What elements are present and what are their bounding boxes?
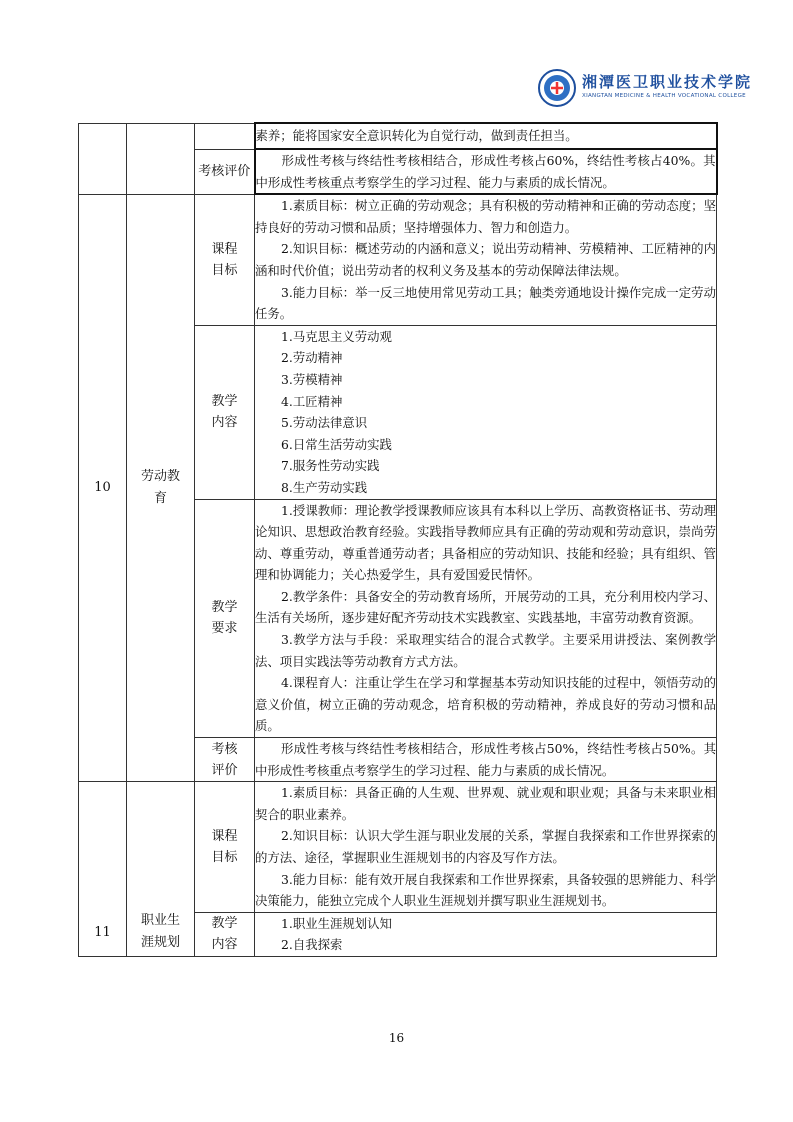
course10-content-item: 5.劳动法律意识 bbox=[281, 415, 368, 431]
carry-over-assessment-label: 考核评价 bbox=[195, 149, 255, 194]
course10-goal-item: 2.知识目标：概述劳动的内涵和意义；说出劳动精神、劳模精神、工匠精神的内涵和时代价值；说出劳动者的权利义务及基本的劳动保障法律法规。 bbox=[255, 241, 716, 278]
course11-name: 职业生涯规划 bbox=[127, 782, 195, 957]
course10-content-item: 8.生产劳动实践 bbox=[281, 479, 368, 495]
course10-goals-label: 课程目标 bbox=[195, 194, 255, 325]
course10-assessment-text: 形成性考核与终结性考核相结合，形成性考核占50%，终结性考核占50%。其中形成性考核重点考察学生的学习过程、能力与素质的成长情况。 bbox=[255, 741, 716, 778]
course10-requirement-item: 3.教学方法与手段：采取理实结合的混合式教学。主要采用讲授法、案例教学法、项目实践法等劳动教育方式方法。 bbox=[255, 632, 716, 669]
course11-content-item: 2.自我探索 bbox=[281, 937, 343, 953]
carry-over-label-cell bbox=[195, 123, 255, 149]
carry-over-number-cell bbox=[79, 123, 127, 194]
course10-goals-row bbox=[79, 194, 717, 325]
carry-over-content-cell bbox=[255, 123, 717, 149]
course10-requirement-item: 2.教学条件：具备安全的劳动教育场所，开展劳动的工具，充分利用校内学习、生活有关场所，逐步建好配齐劳动技术实践教室、实践基地，丰富劳动教育资源。 bbox=[255, 588, 716, 626]
course10-assessment-label: 考核评价 bbox=[195, 738, 255, 782]
course10-goals-cell bbox=[255, 194, 717, 325]
course10-goal-item: 1.素质目标：树立正确的劳动观念；具有积极的劳动精神和正确的劳动态度；坚持良好的劳动习惯和品质；坚持增强体力、智力和创造力。 bbox=[255, 198, 716, 235]
course11-goal-item: 1.素质目标：具备正确的人生观、世界观、就业观和职业观；具备与未来职业相契合的职业素养。 bbox=[255, 785, 716, 822]
course10-requirement-item: 1.授课教师：理论教学授课教师应该具有本科以上学历、高教资格证书、劳动理论知识、思想政治教育经验。实践指导教师应具有正确的劳动观和劳动意识，崇尚劳动、尊重劳动，尊重普通劳动者；具备相应的劳动知识、技能和经验；具有组织、管理和协调能力；关心热爱学生，具有爱国爱民情怀。 bbox=[255, 502, 716, 583]
course10-content-item: 2.劳动精神 bbox=[281, 350, 343, 366]
course10-assessment-cell bbox=[255, 738, 717, 782]
college-logo bbox=[538, 69, 753, 109]
course10-requirements-cell bbox=[255, 499, 717, 738]
logo-chinese-name: 湘潭医卫职业技术学院 bbox=[582, 73, 753, 91]
course10-goal-item: 3.能力目标：举一反三地使用常见劳动工具；触类旁通地设计操作完成一定劳动任务。 bbox=[255, 284, 716, 322]
course11-number: 11 bbox=[79, 782, 127, 957]
course10-content-cell bbox=[255, 325, 717, 499]
course10-content-item: 7.服务性劳动实践 bbox=[281, 458, 380, 474]
course11-goal-item: 3.能力目标：能有效开展自我探索和工作世界探索，具备较强的思辨能力、科学决策能力，能独立完成个人职业生涯规划并撰写职业生涯规划书。 bbox=[255, 871, 716, 909]
carry-over-assessment-text: 形成性考核与终结性考核相结合，形成性考核占60%，终结性考核占40%。其中形成性考核重点考察学生的学习过程、能力与素质的成长情况。 bbox=[255, 153, 716, 190]
course10-number: 10 bbox=[79, 194, 127, 782]
course10-content-item: 1.马克思主义劳动观 bbox=[281, 328, 392, 344]
page-number: 16 bbox=[388, 1031, 405, 1045]
course10-requirements-label: 教学要求 bbox=[195, 499, 255, 738]
carry-over-assessment-cell bbox=[255, 149, 717, 194]
curriculum-table bbox=[78, 122, 718, 957]
course11-goals-row bbox=[79, 782, 717, 913]
course11-goals-label: 课程目标 bbox=[195, 782, 255, 913]
course10-content-label: 教学内容 bbox=[195, 325, 255, 499]
carry-over-content-text: 素养；能将国家安全意识转化为自觉行动，做到责任担当。 bbox=[255, 128, 578, 144]
course11-content-label: 教学内容 bbox=[195, 912, 255, 956]
logo-english-name: XIANGTAN MEDICINE & HEALTH VOCATIONAL COLLEGE bbox=[582, 93, 746, 99]
course10-content-item: 6.日常生活劳动实践 bbox=[281, 436, 392, 452]
course10-content-item: 4.工匠精神 bbox=[281, 393, 343, 409]
course10-requirement-item: 4.课程育人：注重让学生在学习和掌握基本劳动知识技能的过程中，领悟劳动的意义价值，树立正确的劳动观念，培育积极的劳动精神，养成良好的劳动习惯和品质。 bbox=[255, 675, 716, 734]
course11-goals-cell bbox=[255, 782, 717, 913]
course11-goal-item: 2.知识目标：认识大学生涯与职业发展的关系，掌握自我探索和工作世界探索的的方法、途径，掌握职业生涯规划书的内容及写作方法。 bbox=[255, 828, 716, 865]
course11-content-cell bbox=[255, 912, 717, 956]
course10-name: 劳动教育 bbox=[127, 194, 195, 782]
college-emblem-icon bbox=[538, 69, 576, 107]
course11-content-item: 1.职业生涯规划认知 bbox=[281, 915, 392, 931]
carry-over-name-cell bbox=[127, 123, 195, 194]
course10-content-item: 3.劳模精神 bbox=[281, 371, 343, 387]
carry-over-content-row bbox=[79, 123, 717, 149]
